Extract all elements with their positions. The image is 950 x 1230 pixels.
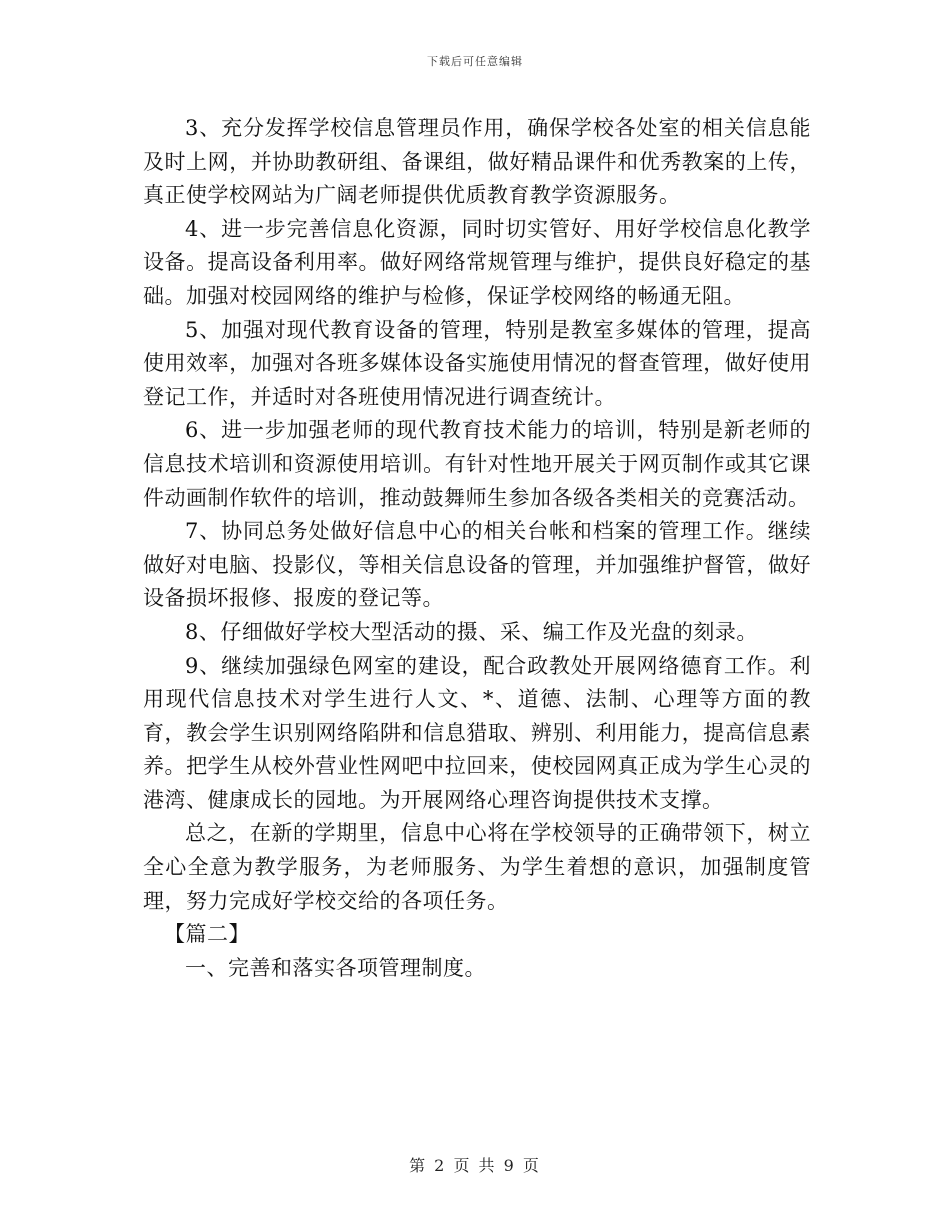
section-heading-part-two: 【篇二】 [164,922,250,947]
paragraph-item-4: 4、进一步完善信息化资源，同时切实管好、用好学校信息化教学设备。提高设备利用率。做好网络常规管理与维护，提供良好稳定的基础。加强对校园网络的维护与检修，保证学校网络的畅通无阻。 [143,216,811,308]
paragraph-item-6: 6、进一步加强老师的现代教育技术能力的培训，特别是新老师的信息技术培训和资源使用培训。有针对性地开展关于网页制作或其它课件动画制作软件的培训，推动鼓舞师生参加各级各类相关的竞赛活动。 [143,418,811,510]
subheading-one: 一、完善和落实各项管理制度。 [185,955,486,980]
paragraph-item-3: 3、充分发挥学校信息管理员作用，确保学校各处室的相关信息能及时上网，并协助教研组、备课组，做好精品课件和优秀教案的上传，真正使学校网站为广阔老师提供优质教育教学资源服务。 [143,116,811,208]
page-footer: 第 2 页 共 9 页 [409,1156,541,1175]
paragraph-item-9: 9、继续加强绿色网室的建设，配合政教处开展网络德育工作。利用现代信息技术对学生进行人文、*、道德、法制、心理等方面的教育，教会学生识别网络陷阱和信息猎取、辨别、利用能力，提高信息素养。把学生从校外营业性网吧中拉回来，使校园网真正成为学生心灵的港湾、健康成长的园地。为开展网络心理咨询提供技术支撑。 [143,653,811,812]
document-body [143,112,811,985]
page-header: 下载后可任意编辑 [427,55,523,68]
paragraph-item-7: 7、协同总务处做好信息中心的相关台帐和档案的管理工作。继续做好对电脑、投影仪，等相关信息设备的管理，并加强维护督管，做好设备损坏报修、报废的登记等。 [143,519,811,611]
paragraph-item-8: 8、仔细做好学校大型活动的摄、采、编工作及光盘的刻录。 [185,619,758,644]
paragraph-item-5: 5、加强对现代教育设备的管理，特别是教室多媒体的管理，提高使用效率，加强对各班多媒体设备实施使用情况的督查管理，做好使用登记工作，并适时对各班使用情况进行调查统计。 [143,317,811,409]
paragraph-summary: 总之，在新的学期里，信息中心将在学校领导的正确带领下，树立全心全意为教学服务，为老师服务、为学生着想的意识，加强制度管理，努力完成好学校交给的各项任务。 [143,821,811,913]
